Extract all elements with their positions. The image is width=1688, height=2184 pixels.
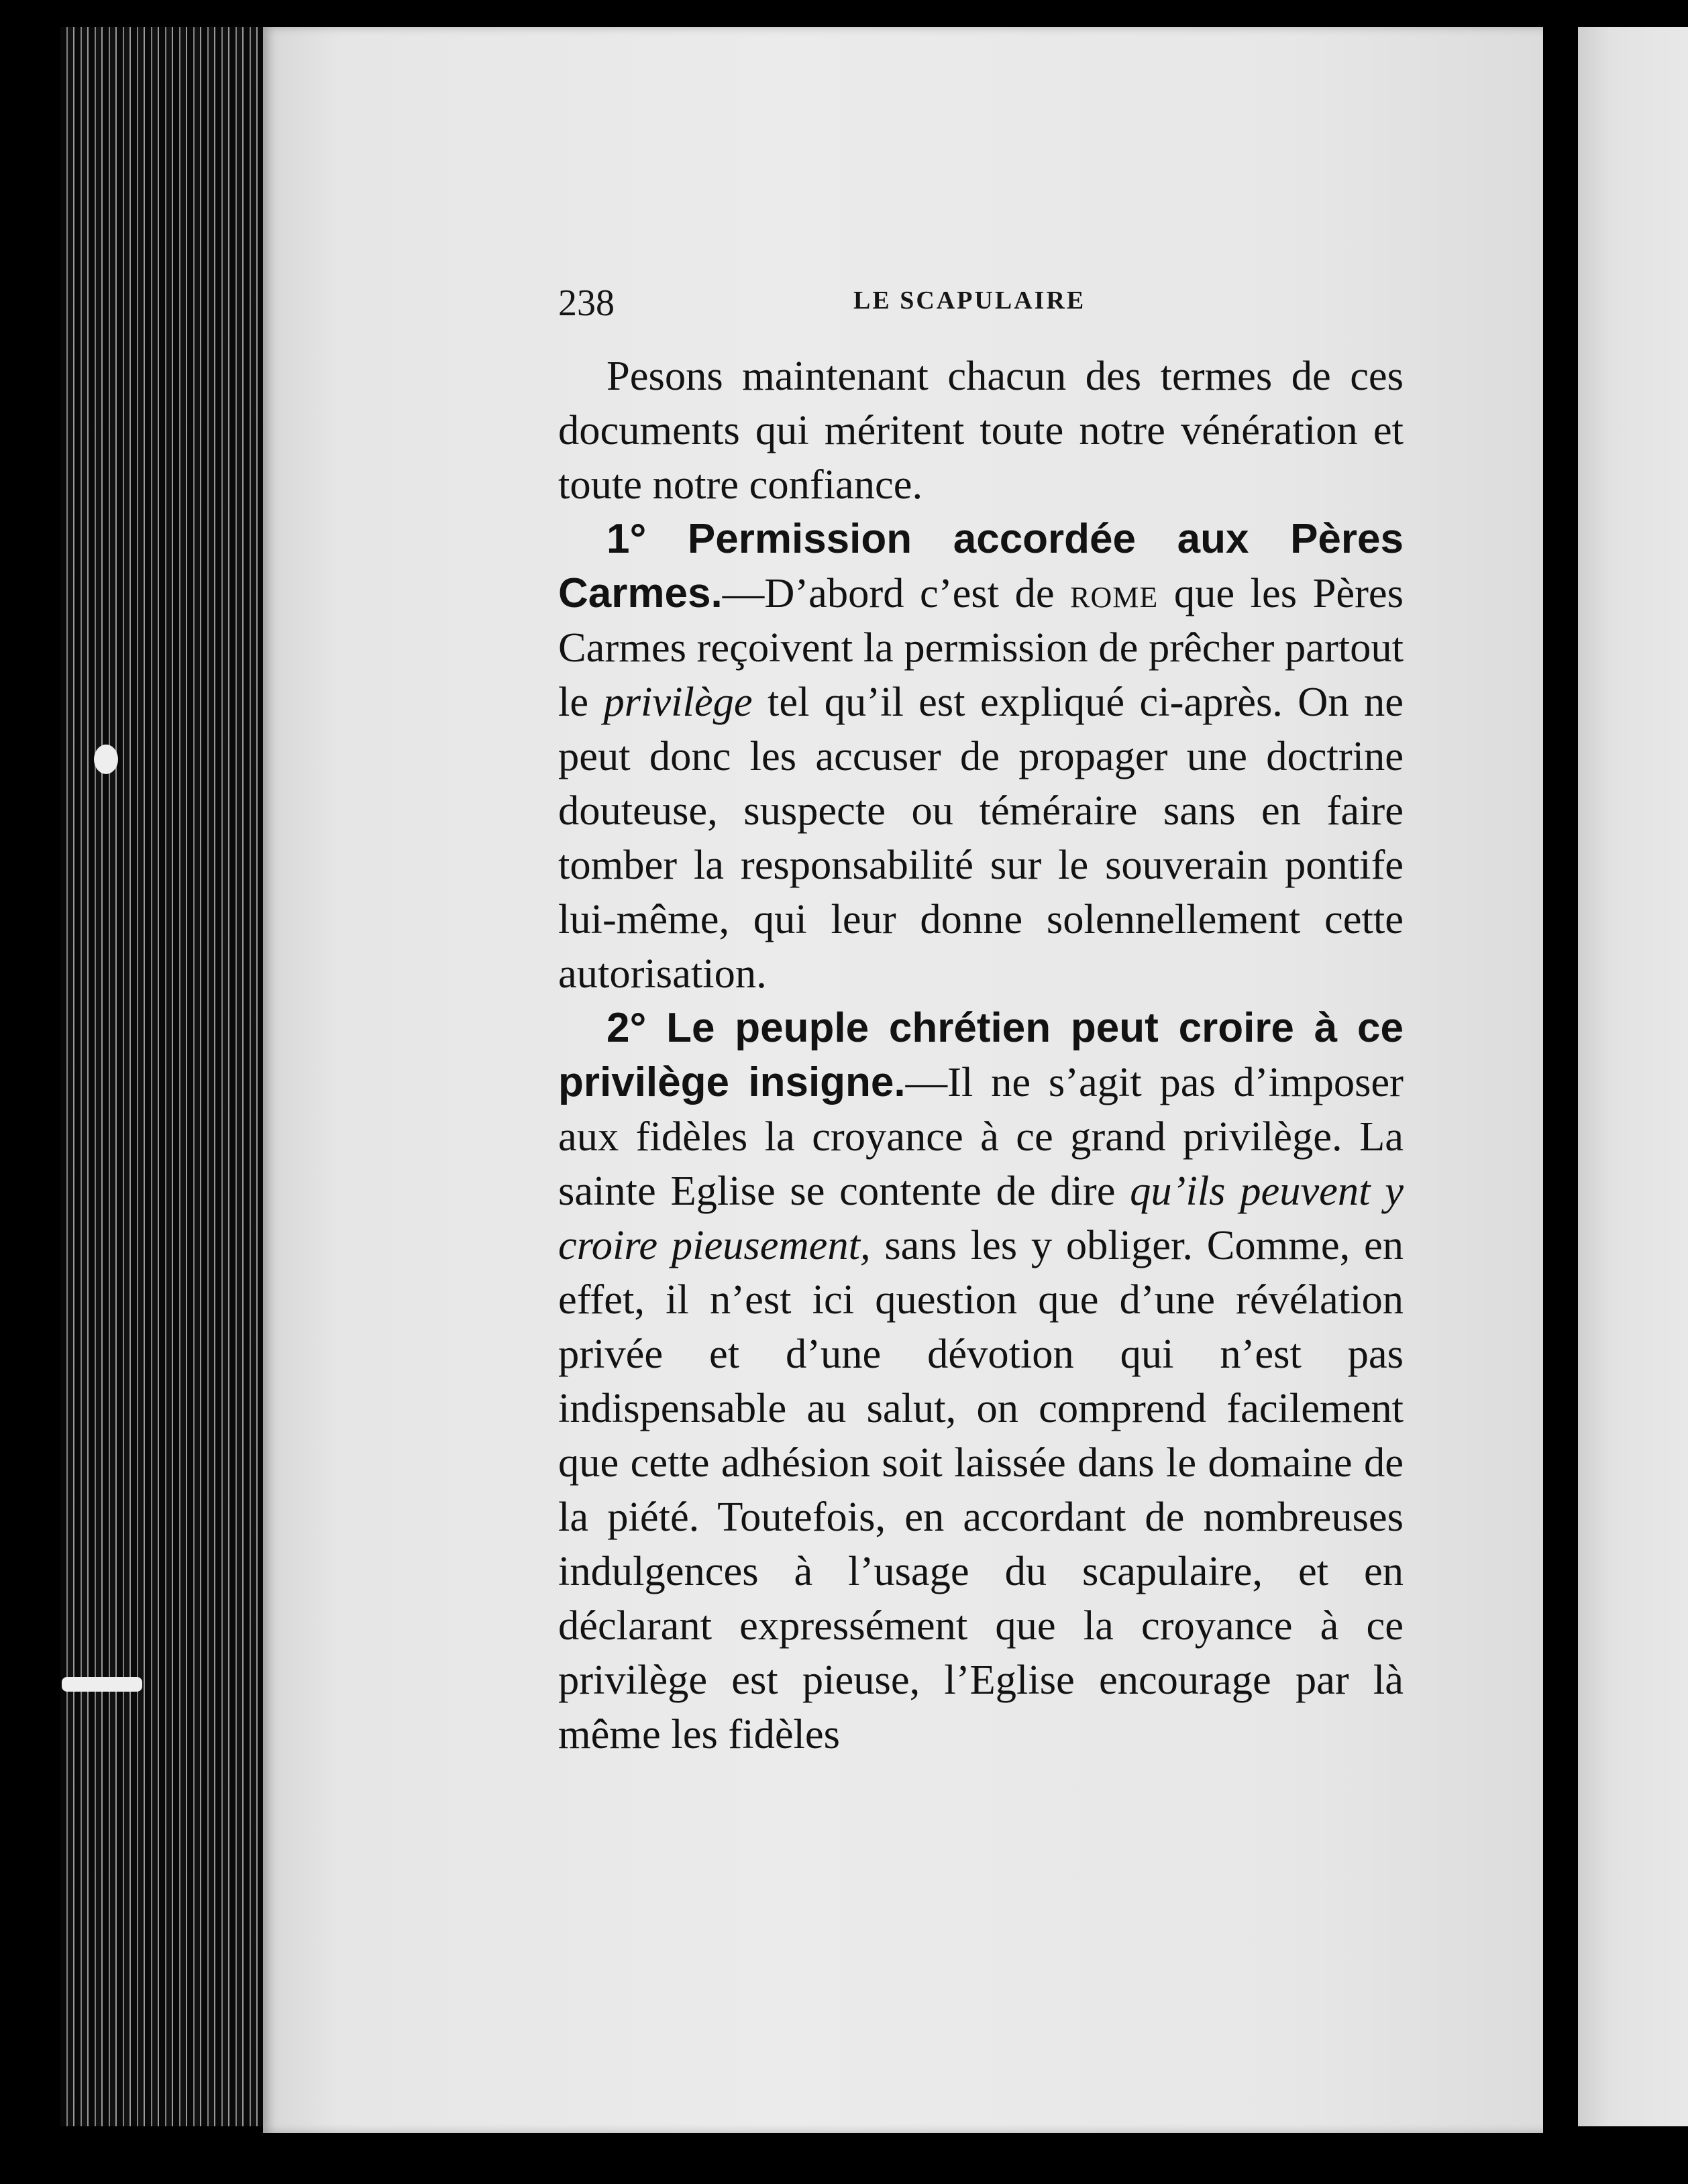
running-title: LE SCAPULAIRE — [853, 286, 1086, 315]
paragraph-2-text-c: tel qu’il est expliqué ci-après. On ne peut donc les accuser de propager une doctrine douteuse, suspecte ou téméraire sans en faire tomber la responsabilité sur le souverain pontife lui-même, qui leur donne solennellement cette autorisation. — [558, 678, 1404, 997]
rome-small-caps: rome — [1070, 569, 1159, 616]
paragraph-2-text-a: —D’abord c’est de — [722, 569, 1071, 616]
body-text — [558, 349, 1404, 1761]
section-heading-1: 1° Permission accordée aux Pères Carmes. — [558, 516, 1404, 616]
left-dark-margin — [0, 0, 64, 2184]
paragraph-2-text-b: que les Pères Carmes reçoivent la permission de prêcher partout le — [558, 569, 1404, 725]
page-number: 238 — [558, 282, 615, 324]
paragraph-3 — [558, 1001, 1404, 1761]
scan-artifact — [62, 1677, 142, 1692]
paragraph-1: Pesons maintenant chacun des termes de ces documents qui méritent toute notre vénération et toute notre confiance. — [558, 352, 1404, 508]
pieusement-italic: qu’ils peuvent y croire pieusement, — [558, 1167, 1404, 1268]
paragraph-3-text-a: —Il ne s’agit pas d’imposer aux fidèles la croyance à ce grand privilège. La sainte Eglise se contente de dire — [558, 1058, 1404, 1214]
scan-artifact — [94, 745, 118, 774]
bottom-dark-margin — [0, 2133, 1688, 2184]
running-header — [558, 282, 1404, 329]
paragraph-2 — [558, 512, 1404, 1001]
privilege-italic: privilège — [603, 678, 753, 725]
next-page-edge — [1578, 27, 1688, 2126]
section-heading-2: 2° Le peuple chrétien peut croire à ce privilège insigne. — [558, 1005, 1404, 1105]
page-gutter — [1543, 27, 1578, 2133]
paragraph-3-text-b: sans les y obliger. Comme, en effet, il n’est ici question que d’une révélation privée et d’une dévotion qui n’est pas indispensable au salut, on comprend facilement que cette adhésion soit laissée dans le domaine de la piété. Toutefois, en accordant de nombreuses indulgences à l’usage du scapulaire, et en déclarant expressément que la croyance à ce privilège est pieuse, l’Eglise encourage par là même les fidèles — [558, 1221, 1404, 1757]
